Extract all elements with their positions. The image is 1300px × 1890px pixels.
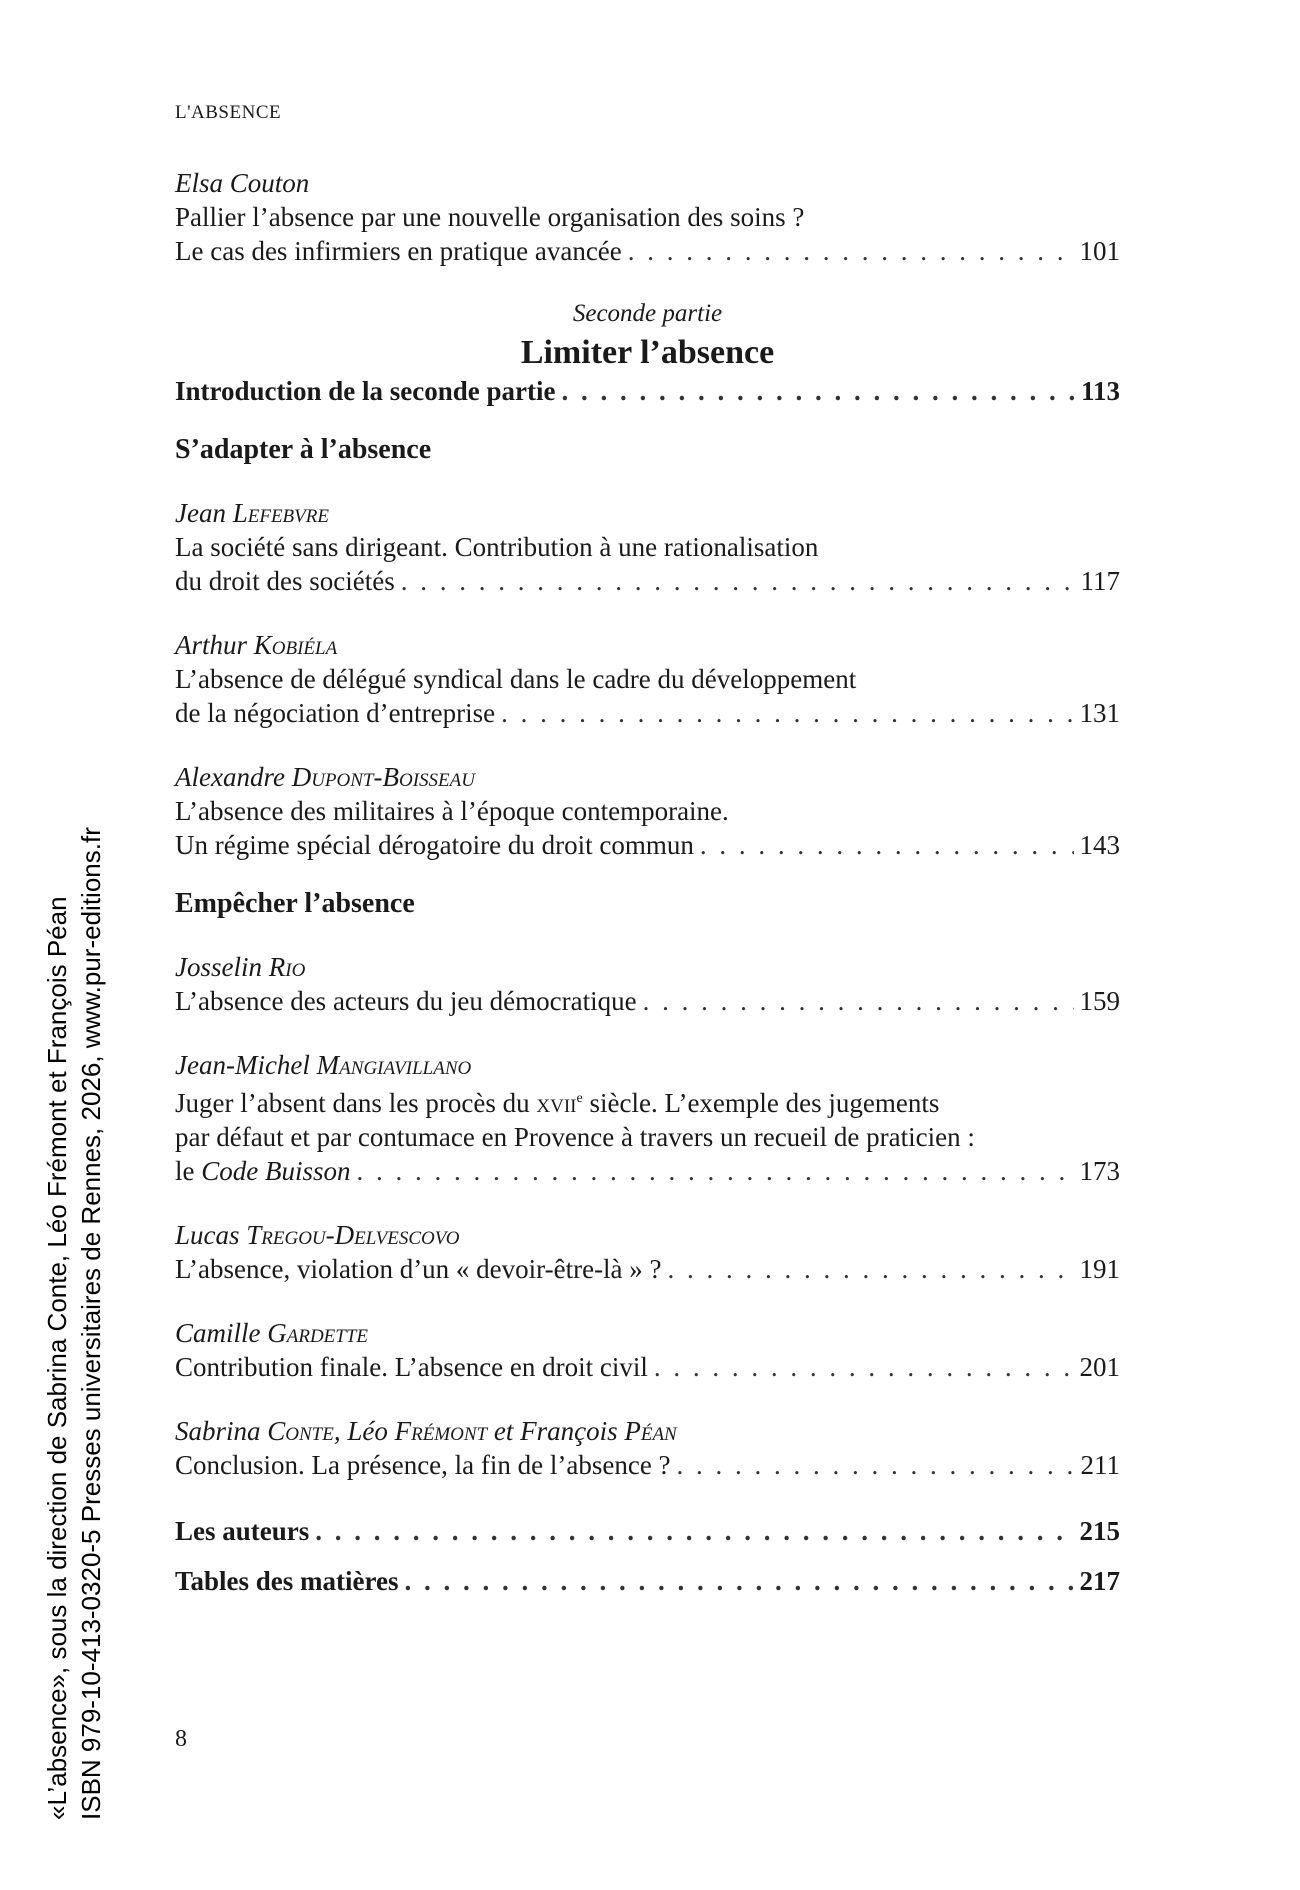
section-heading: Empêcher l’absence [175, 888, 415, 919]
dot-leader [401, 564, 1075, 598]
dot-leader [643, 984, 1074, 1018]
running-head: L'ABSENCE [175, 102, 282, 123]
entry-title-line: L’absence des militaires à l’époque contemporaine. [175, 796, 729, 826]
credit-line: «L’absence», sous la direction de Sabrina Conte, Léo Frémont et François Péan [42, 896, 72, 1820]
credit-line: ISBN 979-10-413-0320-5 Presses universitaires de Rennes, 2026, www.pur-editions.fr [76, 827, 106, 1820]
page-ref: 191 [1079, 1254, 1120, 1284]
entry-title-line: L’absence des acteurs du jeu démocratique [175, 986, 637, 1016]
page-number: 8 [175, 1726, 187, 1752]
entry-leader-line [175, 1448, 1120, 1482]
part-label: Seconde partie [572, 300, 723, 327]
toc-entry-rio [175, 950, 1120, 1018]
dot-leader [668, 1252, 1074, 1286]
dot-leader [315, 1514, 1073, 1548]
entry-author: Camille Gardette [175, 1318, 369, 1348]
page-ref: 211 [1080, 1450, 1120, 1480]
toc-entry-table-of-contents [175, 1564, 1120, 1598]
side-credit [40, 827, 108, 1820]
entry-leader-line [175, 234, 1120, 268]
entry-title-line: du droit des sociétés [175, 566, 395, 596]
entry-title-line: Pallier l’absence par une nouvelle organisation des soins ? [175, 202, 805, 232]
dot-leader [562, 374, 1075, 408]
toc-entry-dupont-boisseau [175, 760, 1120, 862]
dot-leader [628, 234, 1074, 268]
entry-author: Sabrina Conte, Léo Frémont et François Péan [175, 1416, 677, 1446]
entry-title: Les auteurs [175, 1516, 310, 1546]
entry-title: Introduction de la seconde partie [175, 376, 556, 406]
entry-leader-line [175, 1252, 1120, 1286]
entry-author: Elsa Couton [175, 168, 310, 198]
page-ref: 117 [1080, 566, 1120, 596]
toc-entry-kobiela [175, 628, 1120, 730]
toc-entry-couton [175, 166, 1120, 268]
entry-title-line: Un régime spécial dérogatoire du droit commun [175, 830, 694, 860]
page-ref: 217 [1079, 1566, 1120, 1596]
entry-author: Alexandre Dupont-Boisseau [175, 762, 475, 792]
dot-leader [654, 1350, 1074, 1384]
dot-leader [357, 1154, 1074, 1188]
dot-leader [700, 828, 1074, 862]
entry-title-line: Contribution finale. L’absence en droit civil [175, 1352, 648, 1382]
entry-leader-line [175, 1154, 1120, 1188]
toc-entry-gardette [175, 1316, 1120, 1384]
toc-entry-intro [175, 374, 1120, 408]
page-ref: 173 [1079, 1156, 1120, 1186]
page-ref: 113 [1080, 376, 1120, 406]
toc-entry-authors [175, 1514, 1120, 1548]
entry-title-line: La société sans dirigeant. Contribution à une rationalisation [175, 532, 819, 562]
entry-title-line: par défaut et par contumace en Provence à travers un recueil de praticien : [175, 1122, 975, 1152]
toc-entry-tregou-delvescovo [175, 1218, 1120, 1286]
page-ref: 215 [1079, 1516, 1120, 1546]
page-ref: 159 [1079, 986, 1120, 1016]
entry-title-line: Le cas des infirmiers en pratique avancée [175, 236, 622, 266]
toc-entry-lefebvre [175, 496, 1120, 598]
entry-author: Jean Lefebvre [175, 498, 329, 528]
dot-leader [677, 1448, 1075, 1482]
toc-entry-mangiavillano [175, 1048, 1120, 1188]
entry-title: Tables des matières [175, 1566, 399, 1596]
entry-leader-line [175, 1350, 1120, 1384]
page-ref: 143 [1079, 830, 1120, 860]
entry-leader-line [175, 984, 1120, 1018]
entry-leader-line [175, 696, 1120, 730]
entry-title-line: Conclusion. La présence, la fin de l’absence ? [175, 1450, 671, 1480]
page-ref: 131 [1079, 698, 1120, 728]
entry-title-line: L’absence de délégué syndical dans le cadre du développement [175, 664, 857, 694]
entry-author: Lucas Tregou-Delvescovo [175, 1220, 460, 1250]
entry-author: Arthur Kobiéla [175, 630, 338, 660]
dot-leader [501, 696, 1073, 730]
entry-title-line: Juger l’absent dans les procès du xvii$^e$ siècle. L’exemple des jugements [175, 1088, 940, 1118]
entry-author: Jean-Michel Mangiavillano [175, 1050, 472, 1080]
page-ref: 201 [1079, 1352, 1120, 1382]
entry-author: Josselin Rio [175, 952, 306, 982]
part-title: Limiter l’absence [520, 334, 775, 371]
entry-leader-line [175, 564, 1120, 598]
entry-title-line: L’absence, violation d’un « devoir-être-là » ? [175, 1254, 662, 1284]
entry-title-line: de la négociation d’entreprise [175, 698, 496, 728]
entry-leader-line [175, 828, 1120, 862]
section-heading: S’adapter à l’absence [175, 434, 432, 465]
page-ref: 101 [1079, 236, 1120, 266]
table-of-contents [175, 166, 1120, 1598]
toc-entry-conclusion [175, 1414, 1120, 1482]
dot-leader [405, 1564, 1074, 1598]
entry-title-line: le Code Buisson [175, 1156, 351, 1186]
